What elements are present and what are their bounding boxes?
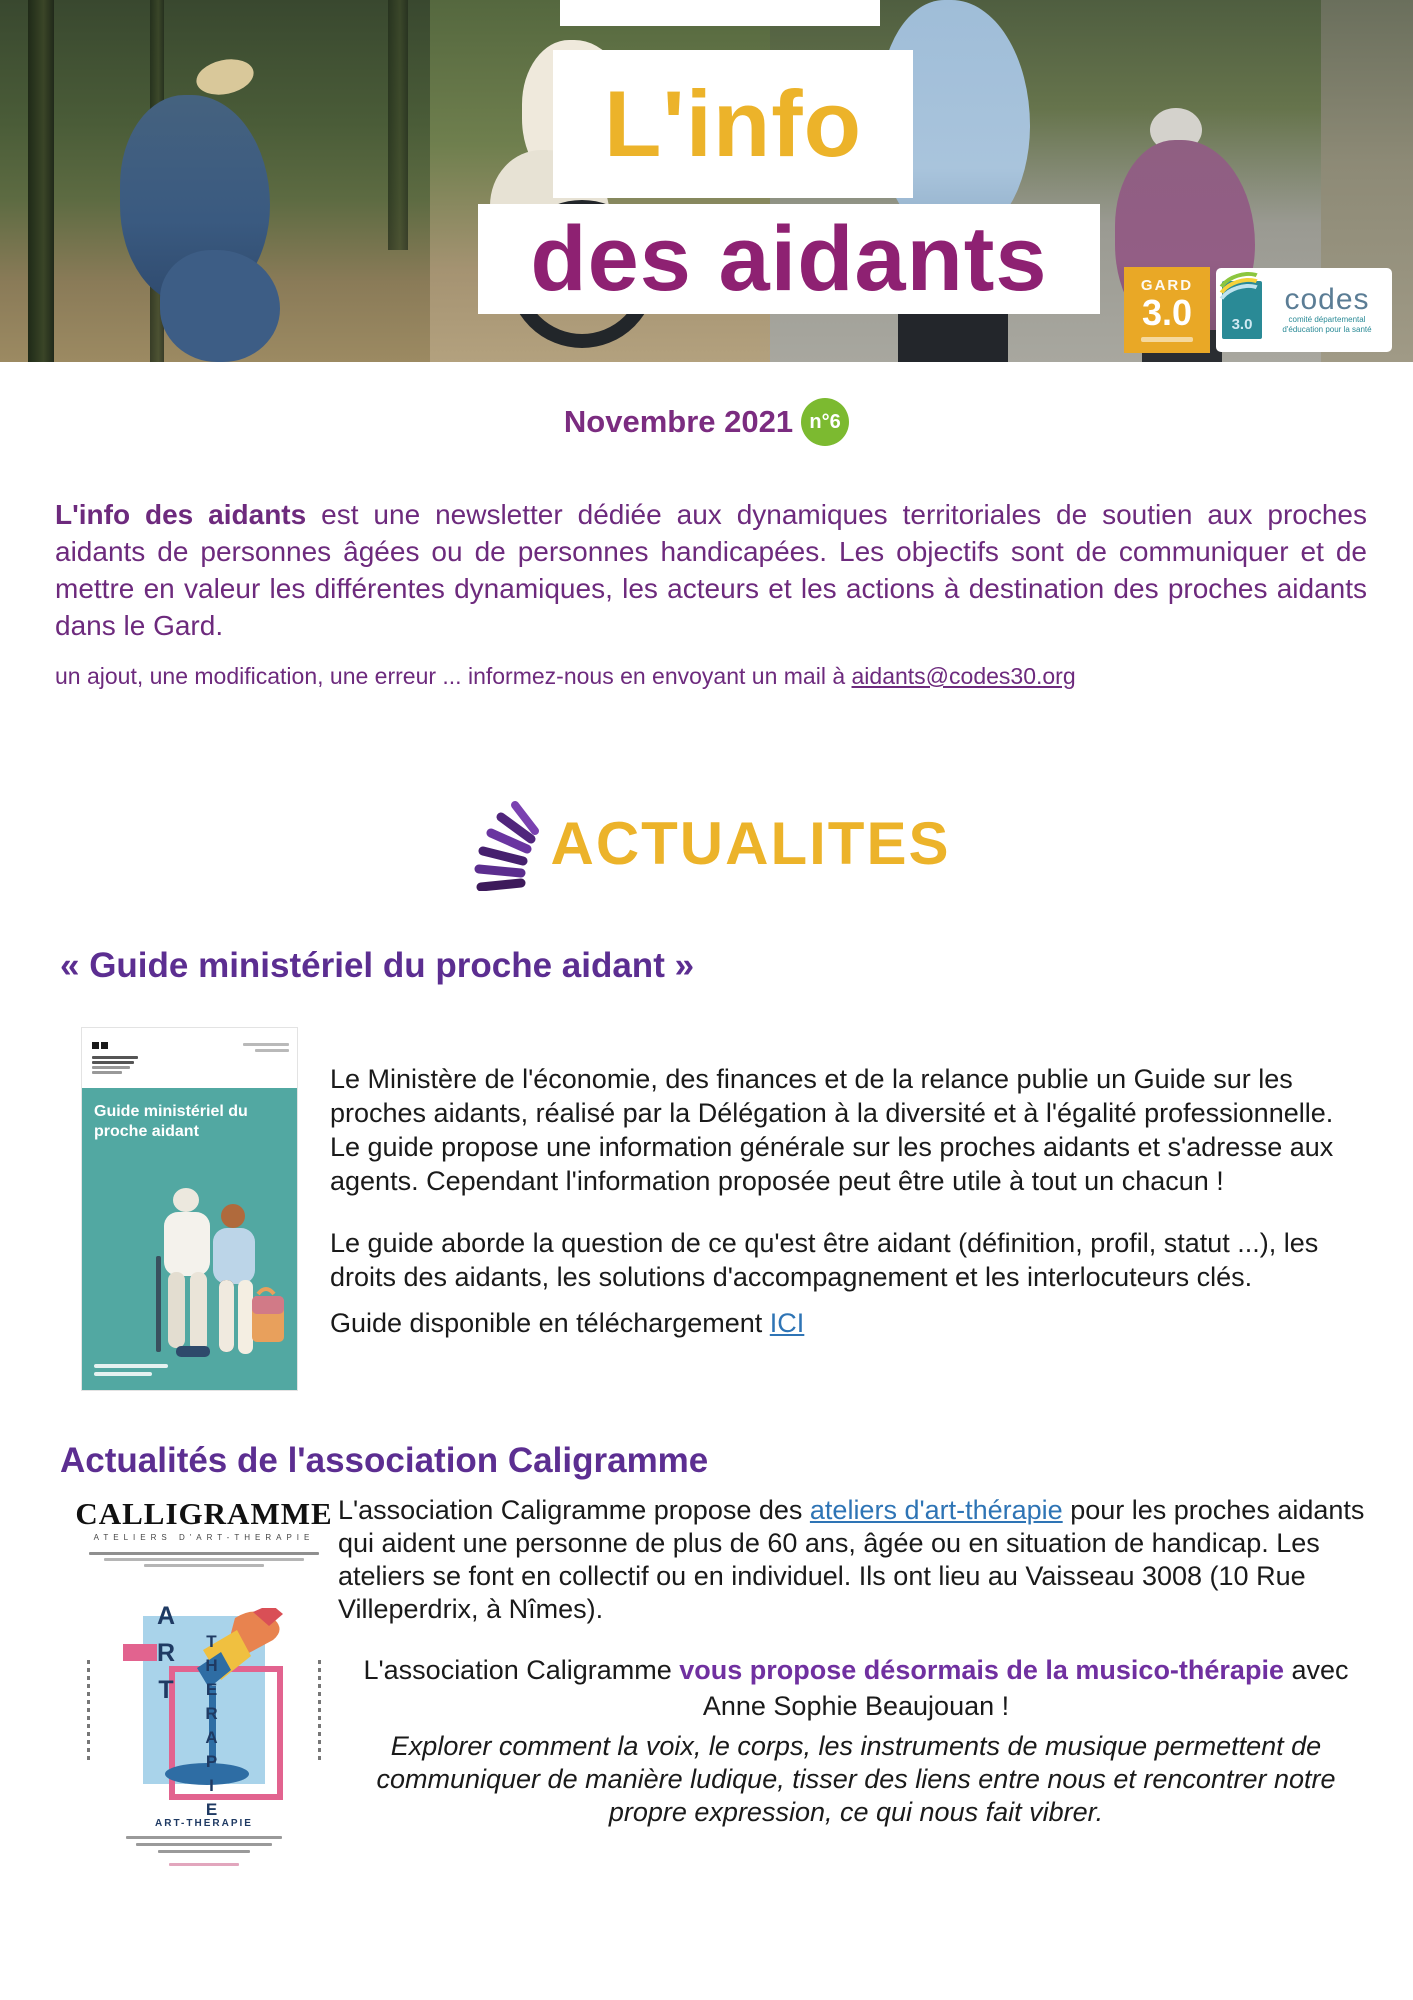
caligramme-quote: Explorer comment la voix, le corps, les instruments de musique permettent de communiquer de manière ludique, tisser des liens entre nous et rencontrer notre propre expression, ce qui nous fait vibrer. bbox=[376, 1731, 1336, 1827]
intro-paragraph bbox=[55, 496, 1367, 644]
logo-fineprint-line bbox=[104, 1558, 304, 1561]
title-plate-1 bbox=[553, 50, 913, 198]
codes-badge-30: 3.0 bbox=[1231, 316, 1253, 333]
guide-paragraph-1: Le Ministère de l'économie, des finances et de la relance publie un Guide sur les proches aidants, réalisé par la Délégation à la diversité et à l'égalité professionnelle. Le guide propose une information générale sur les proches aidants et s'adresse aux agents. Cependant l'information proposée peut être utile à tout un chacun ! bbox=[330, 1064, 1334, 1196]
caligramme-p2-text-after: avec Anne Sophie Beaujouan ! bbox=[702, 1655, 1349, 1721]
caligramme-p2-text: L'association Caligramme bbox=[363, 1655, 680, 1685]
intro-lead-bold: L'info des aidants bbox=[55, 499, 307, 530]
codes-subtitle-2: d'éducation pour la santé bbox=[1282, 325, 1372, 334]
gard-logo-text: GARD bbox=[1140, 277, 1194, 294]
cover-fineprint-top bbox=[243, 1040, 289, 1052]
guide-paragraph-2: Le guide aborde la question de ce qu'est être aidant (définition, profil, statut ...), les droits des aidants, les solutions d'accompagnement et les interlocuteurs clés. bbox=[330, 1228, 1319, 1292]
contact-text: un ajout, une modification, une erreur ... informez-nous en envoyant un mail à bbox=[55, 663, 852, 689]
newsletter-title-line1: L'info bbox=[603, 71, 863, 176]
issue-date: Novembre 2021 bbox=[563, 404, 794, 439]
gard-logo-number: 3.0 bbox=[1141, 292, 1193, 333]
caligramme-paragraph-2 bbox=[338, 1652, 1374, 1724]
issue-number-badge: n°6 bbox=[801, 398, 849, 446]
logo-fineprint-line bbox=[89, 1552, 319, 1555]
title-plate-2 bbox=[478, 204, 1100, 314]
cover-fineprint-bottom bbox=[94, 1360, 168, 1376]
gard30-logo bbox=[1124, 267, 1210, 353]
codes-brand-text: codes bbox=[1284, 283, 1370, 316]
guide-cover-image bbox=[82, 1028, 297, 1390]
musico-therapie-highlight: vous propose désormais de la musico-thérapie bbox=[679, 1655, 1284, 1685]
guide-download-link[interactable]: ICI bbox=[769, 1308, 805, 1338]
caligramme-section-heading: Actualités de l'association Caligramme bbox=[60, 1441, 709, 1480]
art-therapie-poster bbox=[85, 1602, 323, 1998]
caligramme-p1-text-after: pour les proches aidants qui aident une personne de plus de 60 ans, âgée ou en situation de handicap. Les ateliers se font en collectif ou en individuel. Ils ont lieu au Vaisseau 3008 (10 Rue Villeperdrix, à Nîmes). bbox=[338, 1495, 1365, 1624]
poster-side-text-right bbox=[318, 1660, 321, 1760]
title-plate-top bbox=[560, 0, 880, 26]
codes-logo bbox=[1216, 268, 1392, 352]
calligramme-logo-subtitle: ATELIERS D'ART-THERAPIE bbox=[93, 1533, 315, 1542]
header-photo-banner bbox=[0, 0, 1413, 362]
newsletter-title-line2: des aidants bbox=[530, 207, 1048, 310]
poster-vertical-therapie-text: THERAPIE bbox=[202, 1632, 221, 1824]
guide-cover-title: Guide ministériel du proche aidant bbox=[94, 1103, 248, 1140]
contact-email-link[interactable]: aidants@codes30.org bbox=[851, 663, 1076, 689]
actualites-header bbox=[0, 795, 1413, 891]
burst-icon bbox=[463, 795, 541, 891]
guide-cover-teal bbox=[82, 1088, 297, 1390]
guide-download-text: Guide disponible en téléchargement bbox=[330, 1308, 770, 1338]
issue-line bbox=[0, 398, 1413, 446]
guide-download-line bbox=[330, 1306, 1366, 1340]
calligramme-logo-title: CALLIGRAMME bbox=[75, 1496, 333, 1531]
intro-text: est une newsletter dédiée aux dynamiques territoriales de soutien aux proches aidants de personnes âgées ou de personnes handicapées. Les objectifs sont de communiquer et de mettre en valeur les différentes dynamiques, les acteurs et les actions à destination des proches aidants dans le Gard. bbox=[55, 499, 1368, 641]
guide-section-heading: « Guide ministériel du proche aidant » bbox=[60, 946, 695, 985]
tree-trunk bbox=[388, 0, 408, 250]
poster-vertical-art-text: ART bbox=[152, 1602, 180, 1713]
caligramme-paragraph-1 bbox=[338, 1494, 1374, 1626]
crouching-person-legs bbox=[160, 250, 280, 362]
caligramme-p1-text: L'association Caligramme propose des bbox=[338, 1495, 810, 1525]
gard-logo-fineprint bbox=[1141, 337, 1193, 342]
actualites-title: ACTUALITES bbox=[550, 809, 951, 877]
straw-hat bbox=[193, 54, 257, 99]
contact-line bbox=[55, 663, 1367, 690]
logo-fineprint-line bbox=[144, 1564, 264, 1567]
calligramme-logo bbox=[70, 1498, 338, 1567]
tree-trunk bbox=[28, 0, 54, 362]
codes-logo-icon bbox=[1222, 281, 1262, 339]
guide-cover-illustration bbox=[82, 1088, 297, 1390]
codes-subtitle-1: comité départemental bbox=[1288, 315, 1366, 324]
poster-caption: ART-THERAPIE bbox=[155, 1818, 253, 1829]
art-therapie-link[interactable]: ateliers d'art-thérapie bbox=[809, 1495, 1063, 1525]
guide-cover-top bbox=[82, 1028, 297, 1088]
poster-side-text-left bbox=[87, 1660, 90, 1760]
poster-fineprint bbox=[85, 1836, 323, 1866]
ministry-logo bbox=[92, 1036, 138, 1074]
